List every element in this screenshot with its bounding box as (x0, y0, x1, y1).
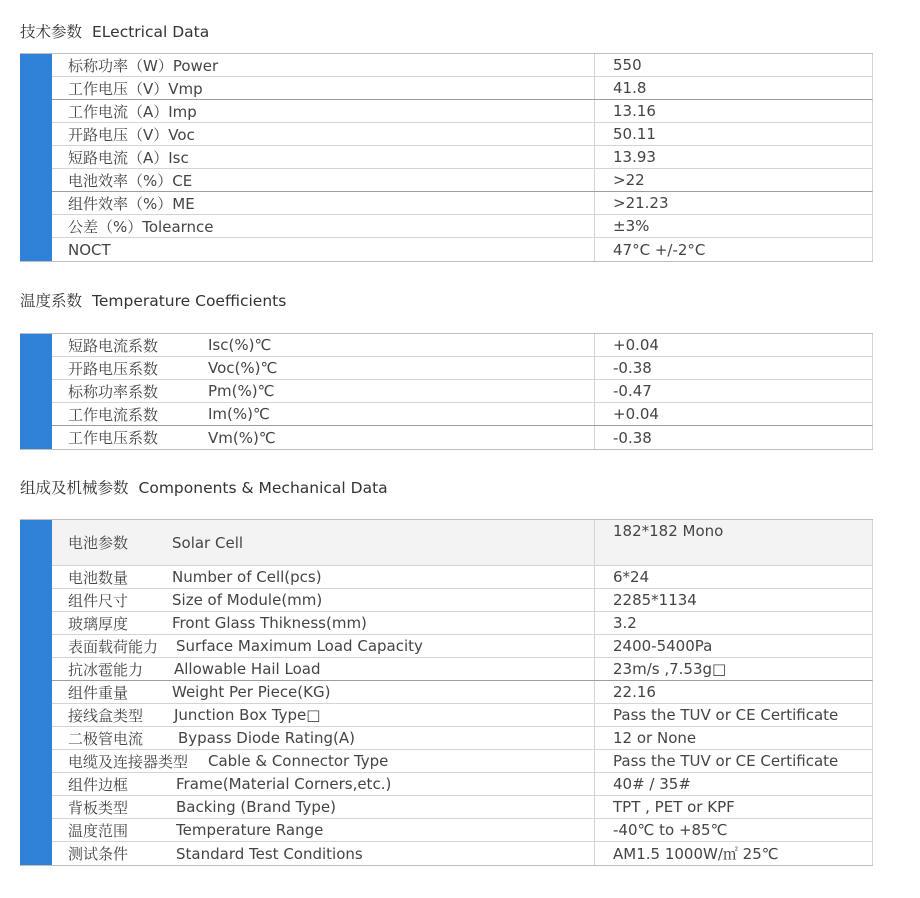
electrical-title-en: ELectrical Data (92, 23, 210, 41)
mechanical-title-cn: 组成及机械参数 (20, 479, 129, 497)
row-value: 23m/s ,7.53g□ (594, 658, 873, 680)
row-label-en: Size of Module(mm) (172, 591, 323, 609)
table-row (52, 750, 873, 773)
row-value: 13.93 (594, 146, 873, 168)
row-value: >21.23 (594, 192, 873, 214)
table-row (52, 215, 873, 238)
row-label-en: Junction Box Type□ (174, 706, 321, 724)
row-value: 12 or None (594, 727, 873, 749)
table-row (52, 334, 873, 357)
electrical-section-title (20, 20, 209, 42)
row-value: AM1.5 1000W/㎡ 25℃ (594, 842, 873, 865)
row-label-en: Backing (Brand Type) (176, 798, 336, 816)
row-value: -0.47 (594, 380, 873, 402)
row-value: TPT , PET or KPF (594, 796, 873, 818)
table-row (52, 612, 873, 635)
row-label: 标称功率（W）Power (68, 56, 219, 75)
row-value: 41.8 (594, 77, 873, 99)
table-row (52, 192, 873, 215)
row-label-en: Weight Per Piece(KG) (172, 683, 331, 701)
row-label-en: Standard Test Conditions (176, 844, 363, 863)
row-label-en: Voc(%)℃ (208, 359, 278, 377)
row-value: Pass the TUV or CE Certificate (594, 750, 873, 772)
row-label-cn: 表面载荷能力 (68, 637, 159, 656)
row-value: 3.2 (594, 612, 873, 634)
row-value: 40# / 35# (594, 773, 873, 795)
row-label-en: Solar Cell (172, 533, 244, 552)
row-label: 工作电压（V）Vmp (68, 79, 203, 98)
temperature-title-en: Temperature Coefficients (92, 292, 287, 310)
row-value: >22 (594, 169, 873, 191)
row-value: 550 (594, 54, 873, 76)
table-row (52, 238, 873, 261)
row-label-cn: 背板类型 (68, 798, 129, 817)
table-row (52, 635, 873, 658)
row-value: -0.38 (594, 426, 873, 449)
row-value: 2285*1134 (594, 589, 873, 611)
row-label-en: Surface Maximum Load Capacity (176, 637, 423, 655)
row-label-cn: 组件尺寸 (68, 591, 129, 610)
table-row (52, 169, 873, 192)
table-row (52, 77, 873, 100)
row-label-cn: 电缆及连接器类型 (68, 752, 189, 771)
row-value: 6*24 (594, 566, 873, 588)
accent-bar (20, 520, 52, 865)
table-row (52, 727, 873, 750)
table-row (52, 681, 873, 704)
table-row (52, 403, 873, 426)
row-label-en: Temperature Range (176, 821, 324, 839)
table-row (52, 100, 873, 123)
row-label-en: Frame(Material Corners,etc.) (176, 775, 392, 793)
row-value: -0.38 (594, 357, 873, 379)
row-label-cn: 玻璃厚度 (68, 614, 129, 633)
row-label-en: Cable & Connector Type (208, 752, 389, 770)
row-label: NOCT (68, 240, 111, 259)
row-label-cn: 抗冰雹能力 (68, 660, 144, 679)
row-label-en: Number of Cell(pcs) (172, 568, 322, 586)
row-label-cn: 标称功率系数 (68, 382, 159, 401)
row-label-cn: 电池参数 (68, 534, 129, 552)
row-label-en: Im(%)℃ (208, 405, 270, 423)
row-label-en: Isc(%)℃ (208, 336, 272, 354)
row-value: +0.04 (594, 334, 873, 356)
row-label: 电池效率（%）CE (68, 171, 193, 190)
table-row (52, 819, 873, 842)
row-label-en: Allowable Hail Load (174, 660, 321, 678)
row-value: 13.16 (594, 100, 873, 122)
row-value: 47°C +/-2°C (594, 238, 873, 261)
mechanical-title-en: Components & Mechanical Data (138, 479, 388, 497)
row-value: -40℃ to +85℃ (594, 819, 873, 841)
mechanical-section-title (20, 476, 388, 498)
table-row (52, 54, 873, 77)
table-row (52, 842, 873, 865)
row-value: Pass the TUV or CE Certificate (594, 704, 873, 726)
mechanical-table (20, 519, 873, 866)
row-label-cn: 温度范围 (68, 821, 129, 840)
row-label-cn: 工作电压系数 (68, 429, 159, 447)
row-label-cn: 工作电流系数 (68, 405, 159, 424)
table-row (52, 123, 873, 146)
row-label-en: Bypass Diode Rating(A) (178, 729, 356, 747)
electrical-table (20, 53, 873, 262)
row-label-cn: 接线盒类型 (68, 706, 144, 725)
accent-bar (20, 54, 52, 261)
row-label: 组件效率（%）ME (68, 194, 195, 213)
row-value: 182*182 Mono (594, 520, 873, 565)
row-label-cn: 测试条件 (68, 845, 129, 863)
accent-bar (20, 334, 52, 449)
row-label: 短路电流（A）Isc (68, 148, 189, 167)
row-value: 2400-5400Pa (594, 635, 873, 657)
row-label-cn: 组件边框 (68, 775, 129, 794)
row-label-en: Vm(%)℃ (208, 428, 276, 447)
row-value: ±3% (594, 215, 873, 237)
table-row (52, 380, 873, 403)
temperature-section-title (20, 289, 286, 311)
row-label-cn: 组件重量 (68, 683, 129, 702)
row-label: 开路电压（V）Voc (68, 125, 195, 144)
row-label-cn: 开路电压系数 (68, 359, 159, 378)
row-label: 工作电流（A）Imp (68, 102, 197, 121)
table-row (52, 520, 873, 566)
row-label-en: Pm(%)℃ (208, 382, 275, 400)
table-row (52, 704, 873, 727)
temperature-title-cn: 温度系数 (20, 292, 83, 310)
row-label: 公差（%）Tolearnce (68, 217, 214, 236)
table-row (52, 426, 873, 449)
table-row (52, 658, 873, 681)
row-label-en: Front Glass Thikness(mm) (172, 614, 367, 632)
table-row (52, 357, 873, 380)
table-row (52, 796, 873, 819)
table-row (52, 773, 873, 796)
row-label-cn: 短路电流系数 (68, 336, 159, 355)
table-row (52, 566, 873, 589)
row-label-cn: 二极管电流 (68, 729, 144, 748)
row-value: 50.11 (594, 123, 873, 145)
table-row (52, 589, 873, 612)
table-row (52, 146, 873, 169)
electrical-title-cn: 技术参数 (20, 23, 83, 41)
temperature-table (20, 333, 873, 450)
row-value: 22.16 (594, 681, 873, 703)
row-label-cn: 电池数量 (68, 568, 129, 587)
row-value: +0.04 (594, 403, 873, 425)
